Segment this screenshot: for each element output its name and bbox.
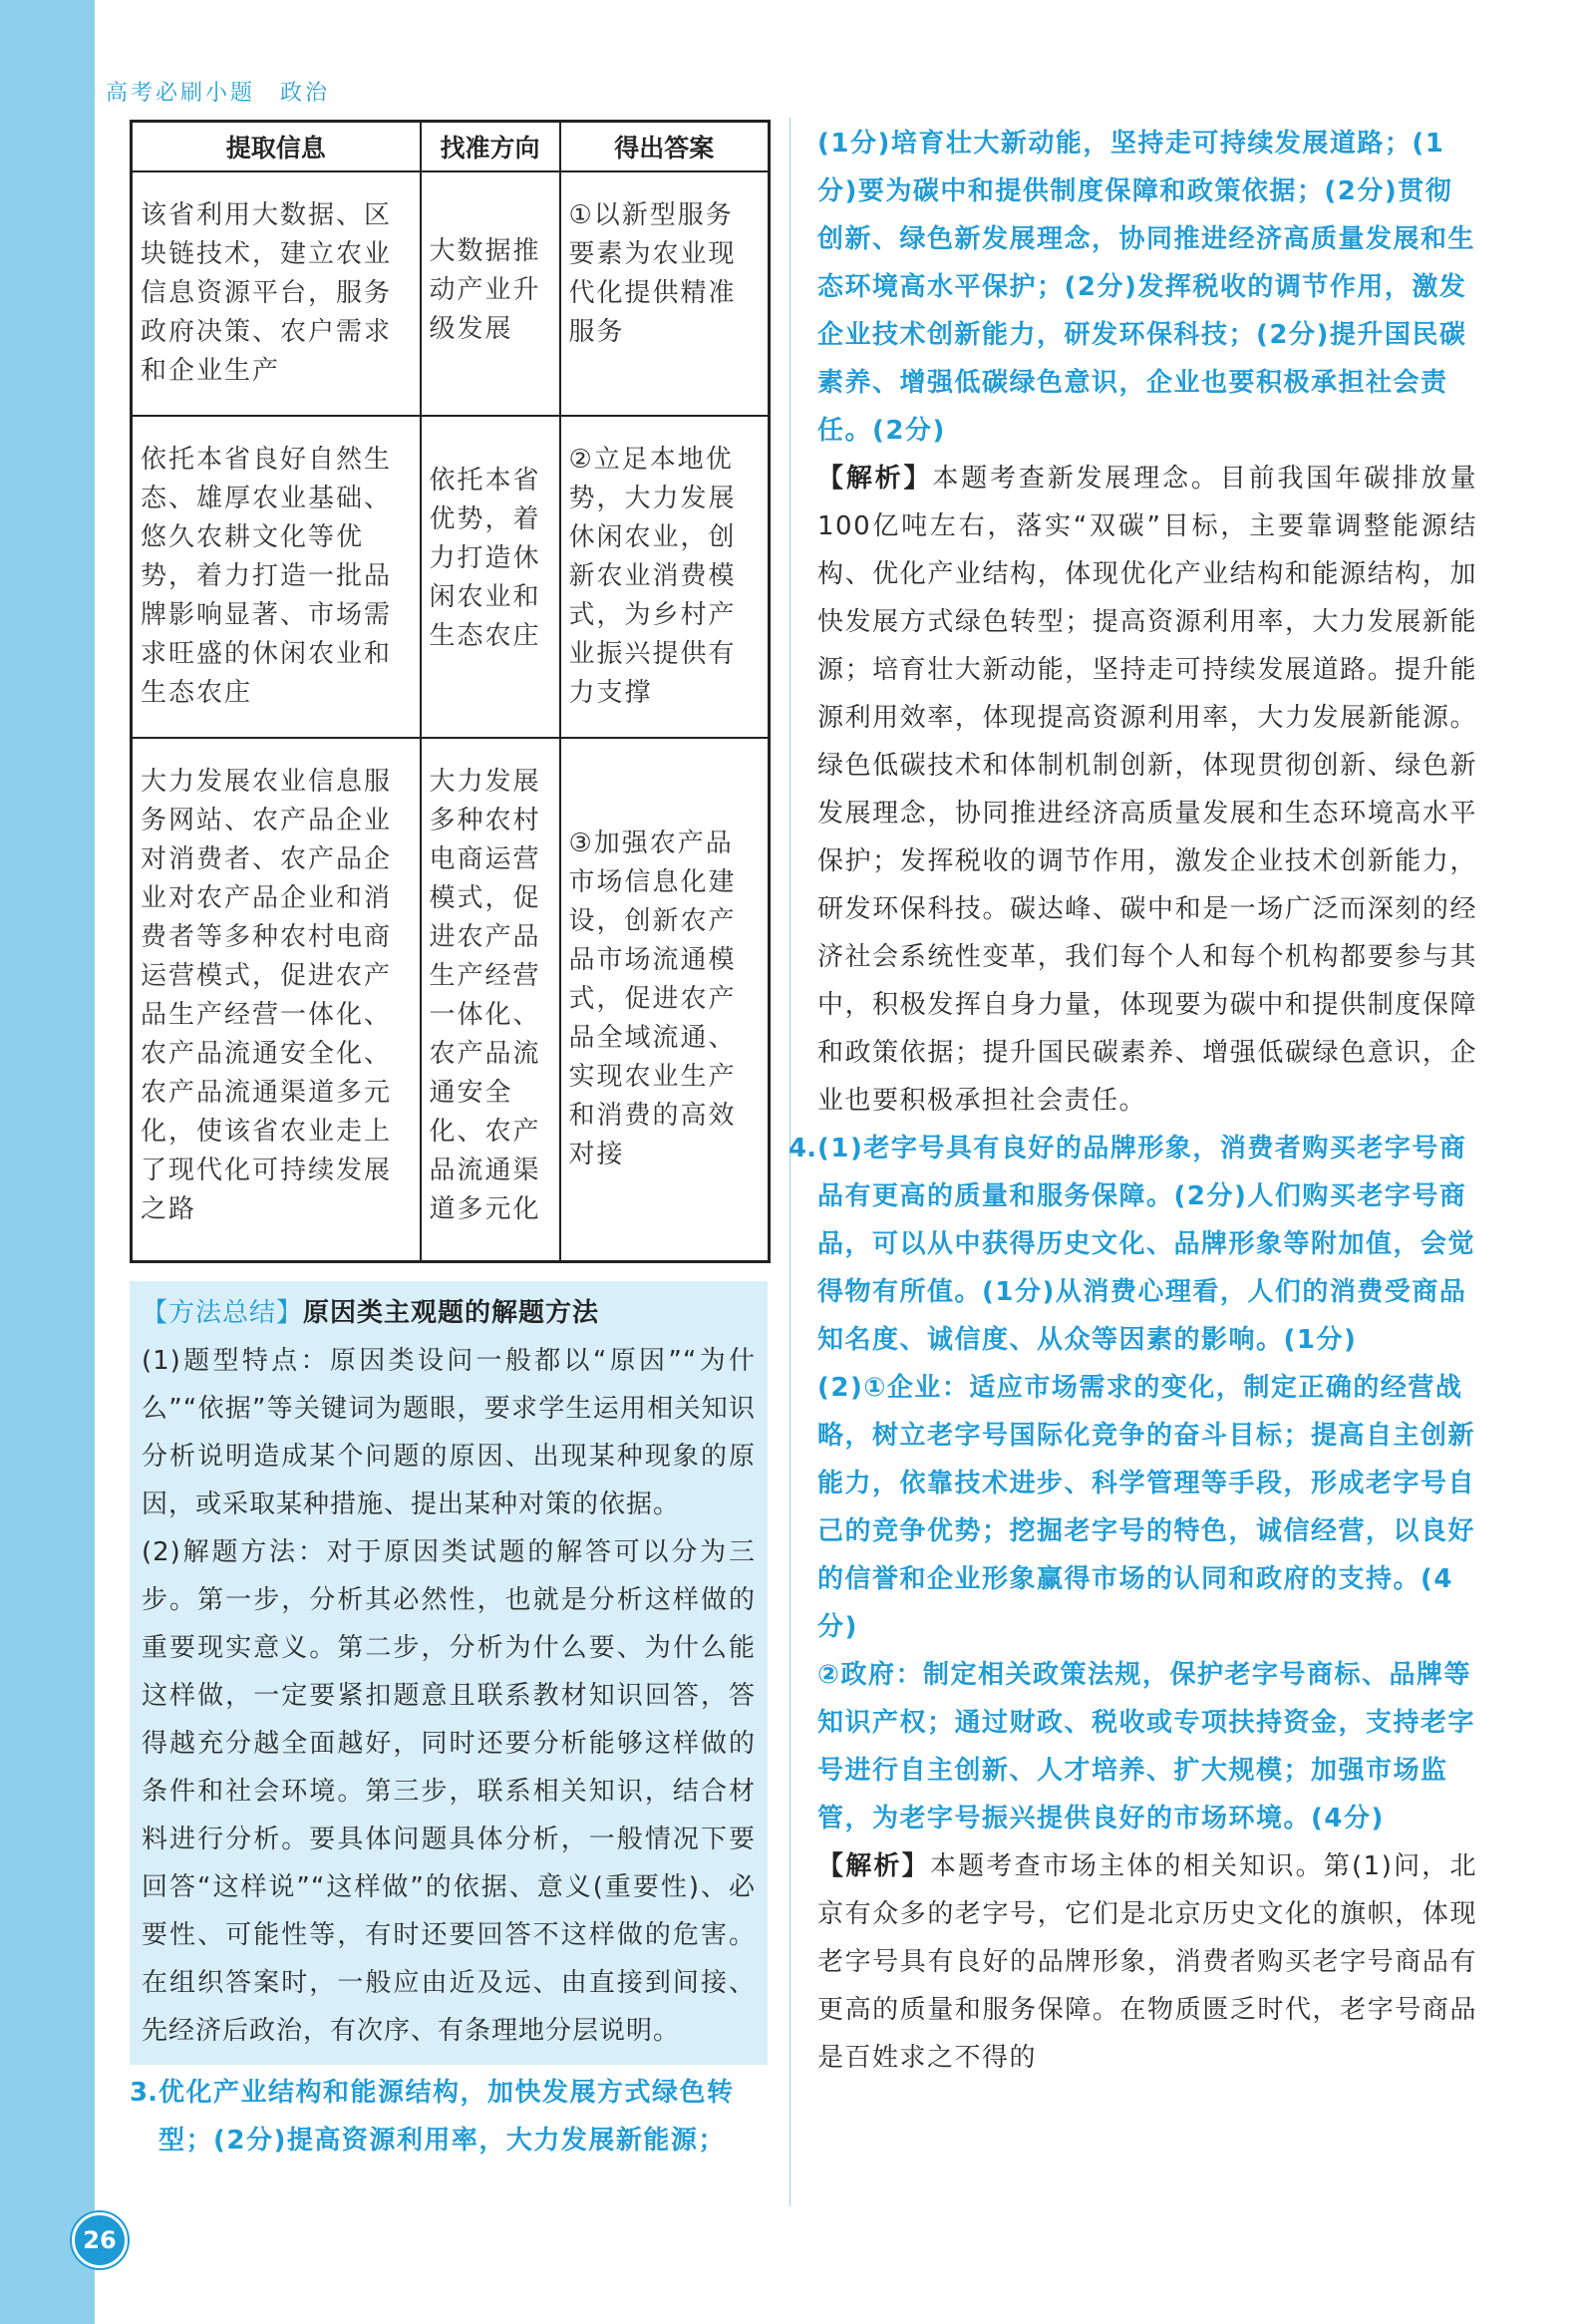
q4-analysis-text: 本题考查市场主体的相关知识。第(1)问，北京有众多的老字号，它们是北京历史文化的旗帜，体现老字号具有良好的品牌形象，消费者购买老字号商品有更高的质量和服务保障。在物质匮乏时代，老字号商品是百姓求之不得的 — [817, 1851, 1477, 2073]
table-cell-answer: ③加强农产品市场信息化建设，创新农产品市场流通模式，促进农产品全域流通、实现农业生产和消费的高效对接 — [560, 738, 770, 1261]
table-cell-answer: ②立足本地优势，大力发展休闲农业，创新农业消费模式，为乡村产业振兴提供有力支撑 — [560, 416, 770, 738]
q4-analysis — [817, 1842, 1477, 2082]
running-header: 高考必刷小题 政治 — [106, 81, 331, 106]
table-cell-direction: 大数据推动产业升级发展 — [421, 171, 560, 416]
table-cell-info: 大力发展农业信息服务网站、农产品企业对消费者、农产品企业对农产品企业和消费者等多种农村电商运营模式，促进农产品生产经营一体化、农产品流通安全化、农产品流通渠道多元化，使该省农业走上了现代化可持续发展之路 — [132, 738, 421, 1261]
side-band — [0, 0, 95, 2324]
table-cell-direction: 依托本省优势，着力打造休闲农业和生态农庄 — [421, 416, 560, 738]
table-row — [132, 171, 770, 416]
q4-number: 4. — [789, 1134, 816, 1163]
q3-answer-left: 优化产业结构和能源结构，加快发展方式绿色转型；(2分)提高资源利用率，大力发展新能源； — [158, 2077, 735, 2156]
table-header-cell: 得出答案 — [560, 122, 770, 172]
q3-answer-continued: (1分)培育壮大新动能，坚持走可持续发展道路；(1分)要为碳中和提供制度保障和政策依据；(2分)贯彻创新、绿色新发展理念，协同推进经济高质量发展和生态环境高水平保护；(2分)发挥税收的调节作用，激发企业技术创新能力，研发环保科技；(2分)提升国民碳素养、增强低碳绿色意识，企业也要积极承担社会责任。(2分) — [817, 129, 1476, 446]
method-paragraph-1: (1)题型特点：原因类设问一般都以“原因”“为什么”“依据”等关键词为题眼，要求学生运用相关知识分析说明造成某个问题的原因、出现某种现象的原因，或采取某种措施、提出某种对策的依据。 — [142, 1345, 756, 1519]
q4-part-2b: ②政府：制定相关政策法规，保护老字号商标、品牌等知识产权；通过财政、税收或专项扶持资金，支持老字号进行自主创新、人才培养、扩大规模；加强市场监管，为老字号振兴提供良好的市场环境。(4分) — [817, 1660, 1476, 1833]
table-cell-info: 依托本省良好自然生态、雄厚农业基础、悠久农耕文化等优势，着力打造一批品牌影响显著、市场需求旺盛的休闲农业和生态农庄 — [132, 416, 421, 738]
right-column — [789, 120, 1477, 2082]
left-column — [130, 120, 768, 2164]
q3-number: 3. — [130, 2077, 158, 2108]
method-summary-box — [130, 1281, 768, 2065]
table-cell-answer: ①以新型服务要素为农业现代化提供精准服务 — [560, 171, 770, 416]
table-cell-direction: 大力发展多种农村电商运营模式，促进农产品生产经营一体化、农产品流通安全化、农产品流通渠道多元化 — [421, 738, 560, 1261]
q3-analysis-label: 【解析】 — [817, 464, 933, 494]
method-tag: 【方法总结】 — [142, 1297, 304, 1328]
q3-answer-start — [130, 2069, 768, 2164]
page-number: 26 — [72, 2212, 128, 2268]
table-header-row — [132, 122, 770, 172]
method-paragraph-2: (2)解题方法：对于原因类试题的解答可以分为三步。第一步，分析其必然性，也就是分析这样做的重要现实意义。第二步，分析为什么要、为什么能这样做，一定要紧扣题意且联系教材知识回答，答得越充分越全面越好，同时还要分析能够这样做的条件和社会环境。第三步，联系相关知识，结合材料进行分析。要具体问题具体分析，一般情况下要回答“这样说”“这样做”的依据、意义(重要性)、必要性、可能性等，有时还要回答不这样做的危害。在组织答案时，一般应由近及远、由直接到间接、先经济后政治，有次序、有条理地分层说明。 — [142, 1536, 756, 2046]
table-header-cell: 找准方向 — [421, 122, 560, 172]
q4-part-1: (1)老字号具有良好的品牌形象，消费者购买老字号商品有更高的质量和服务保障。(2分)人们购买老字号商品，可以从中获得历史文化、品牌形象等附加值，会觉得物有所值。(1分)从消费心理看，人们的消费受商品知名度、诚信度、从众等因素的影响。(1分) — [817, 1134, 1476, 1355]
q3-analysis-text: 本题考查新发展理念。目前我国年碳排放量100亿吨左右，落实“双碳”目标，主要靠调整能源结构、优化产业结构，体现优化产业结构和能源结构，加快发展方式绿色转型；提高资源利用率，大力发展新能源；培育壮大新动能，坚持走可持续发展道路。提升能源利用效率，体现提高资源利用率，大力发展新能源。绿色低碳技术和体制机制创新，体现贯彻创新、绿色新发展理念，协同推进经济高质量发展和生态环境高水平保护；发挥税收的调节作用，激发企业技术创新能力，研发环保科技。碳达峰、碳中和是一场广泛而深刻的经济社会系统性变革，我们每个人和每个机构都要参与其中，积极发挥自身力量，体现要为碳中和提供制度保障和政策依据；提升国民碳素养、增强低碳绿色意识，企业也要积极承担社会责任。 — [817, 464, 1477, 1116]
table-header-cell: 提取信息 — [132, 122, 421, 172]
q4-answer — [789, 1125, 1477, 2082]
method-title: 原因类主观题的解题方法 — [303, 1297, 600, 1328]
table-row — [132, 738, 770, 1261]
q4-analysis-label: 【解析】 — [817, 1851, 930, 1881]
q3-analysis — [817, 455, 1477, 1125]
table-cell-info: 该省利用大数据、区块链技术，建立农业信息资源平台，服务政府决策、农户需求和企业生产 — [132, 171, 421, 416]
analysis-table — [130, 120, 771, 1263]
table-row — [132, 416, 770, 738]
q4-part-2a: (2)①企业：适应市场需求的变化，制定正确的经营战略，树立老字号国际化竞争的奋斗目标；提高自主创新能力，依靠技术进步、科学管理等手段，形成老字号自己的竞争优势；挖掘老字号的特色，诚信经营，以良好的信誉和企业形象赢得市场的认同和政府的支持。(4分) — [817, 1373, 1476, 1642]
